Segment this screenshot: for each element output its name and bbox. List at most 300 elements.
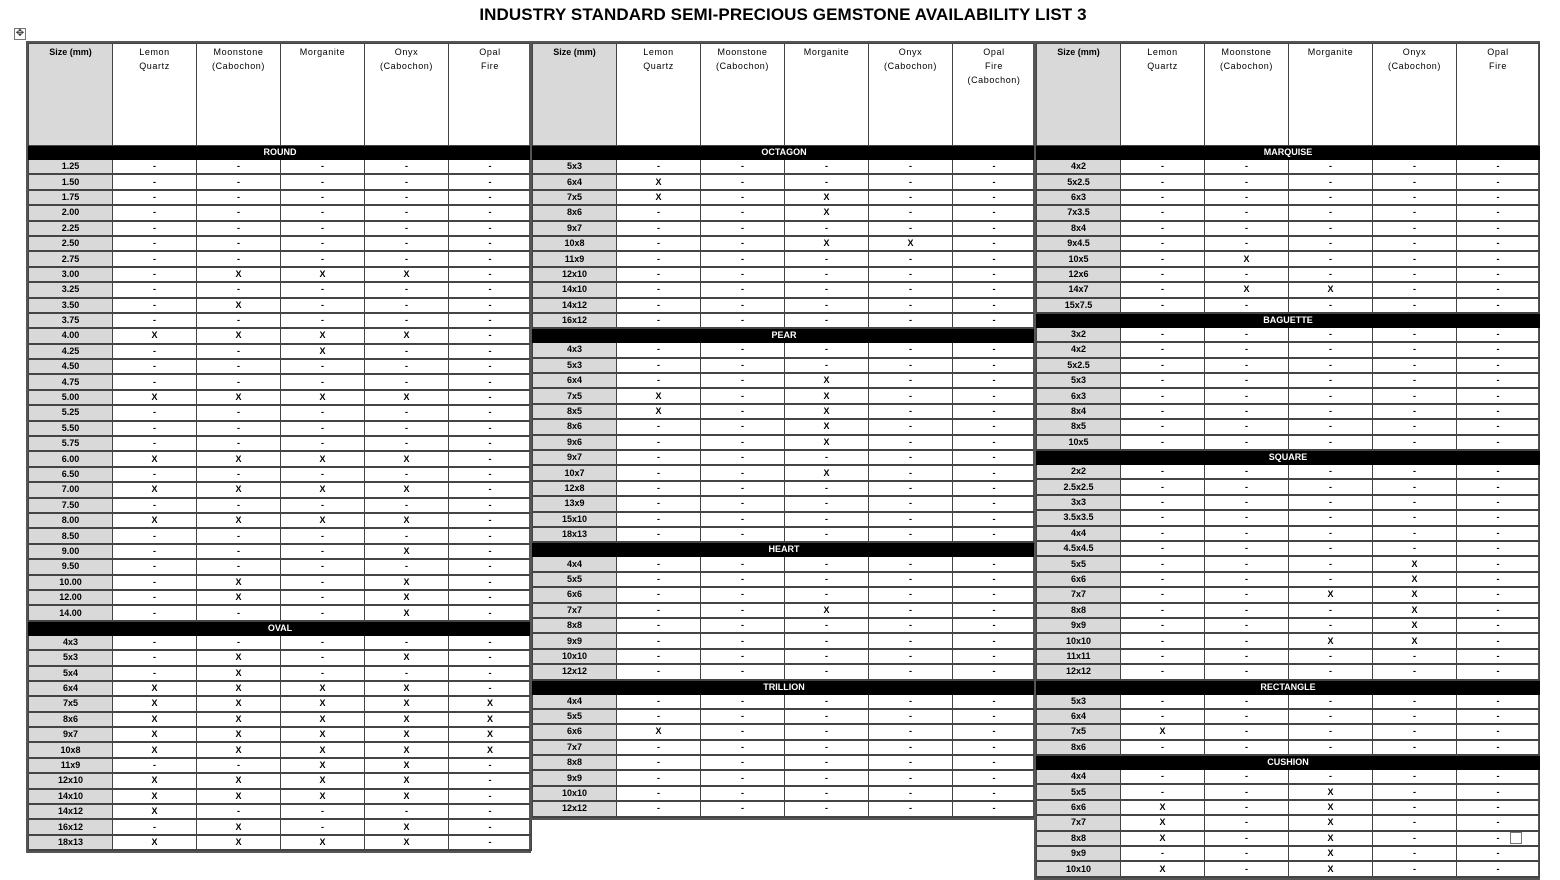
availability-cell: X: [113, 328, 197, 343]
table-row: [29, 590, 532, 605]
size-cell: 11x9: [29, 758, 113, 773]
availability-cell: -: [1289, 694, 1373, 709]
availability-cell: -: [1289, 342, 1373, 357]
availability-cell: -: [449, 590, 532, 605]
availability-cell: -: [1373, 784, 1457, 799]
size-cell: 15x10: [533, 512, 617, 527]
availability-cell: -: [1205, 479, 1289, 494]
availability-cell: -: [197, 635, 281, 650]
size-cell: 3.25: [29, 282, 113, 297]
availability-cell: -: [701, 160, 785, 175]
availability-cell: -: [365, 374, 449, 389]
availability-cell: -: [113, 282, 197, 297]
availability-cell: -: [1457, 160, 1540, 175]
availability-cell: -: [449, 160, 532, 175]
availability-cell: -: [785, 450, 869, 465]
availability-cell: -: [869, 205, 953, 220]
table-row: [533, 190, 1036, 205]
availability-cell: -: [701, 496, 785, 511]
availability-cell: -: [1205, 694, 1289, 709]
availability-cell: -: [197, 160, 281, 175]
availability-cell: -: [113, 359, 197, 374]
availability-cell: -: [197, 405, 281, 420]
table-row: [1037, 649, 1540, 664]
page-title: INDUSTRY STANDARD SEMI-PRECIOUS GEMSTONE AVAILABILITY LIST 3: [479, 5, 1087, 24]
size-cell: 14.00: [29, 605, 113, 620]
availability-cell: -: [1205, 784, 1289, 799]
size-cell: 13x9: [533, 496, 617, 511]
availability-cell: -: [617, 313, 701, 328]
availability-cell: -: [869, 251, 953, 266]
header-line: Morganite: [1307, 47, 1354, 57]
size-cell: 2x2: [1037, 465, 1121, 480]
availability-cell: -: [1289, 221, 1373, 236]
availability-cell: -: [1373, 221, 1457, 236]
availability-cell: -: [1457, 419, 1540, 434]
availability-cell: -: [785, 709, 869, 724]
availability-cell: -: [1205, 495, 1289, 510]
availability-cell: -: [701, 435, 785, 450]
availability-cell: -: [449, 498, 532, 513]
availability-cell: -: [365, 174, 449, 189]
availability-cell: X: [197, 590, 281, 605]
availability-cell: -: [701, 770, 785, 785]
availability-cell: -: [1457, 435, 1540, 450]
availability-cell: -: [785, 527, 869, 542]
availability-cell: -: [449, 666, 532, 681]
size-cell: 2.25: [29, 221, 113, 236]
availability-cell: -: [1457, 784, 1540, 799]
table-row: [1037, 174, 1540, 189]
table-row: [29, 359, 532, 374]
table-row: [533, 801, 1036, 816]
availability-cell: -: [953, 236, 1036, 251]
availability-cell: -: [617, 267, 701, 282]
size-cell: 6x3: [1037, 388, 1121, 403]
availability-cell: -: [953, 740, 1036, 755]
gemstone-column-header: [869, 44, 953, 146]
availability-cell: X: [785, 435, 869, 450]
availability-cell: -: [617, 801, 701, 816]
availability-cell: X: [365, 727, 449, 742]
size-cell: 12x12: [533, 664, 617, 679]
availability-cell: -: [701, 709, 785, 724]
table-row: [533, 404, 1036, 419]
availability-cell: -: [197, 313, 281, 328]
table-row: [533, 496, 1036, 511]
size-cell: 9x7: [29, 727, 113, 742]
availability-cell: -: [1373, 724, 1457, 739]
table-row: [533, 724, 1036, 739]
availability-cell: X: [281, 344, 365, 359]
table-row: [533, 236, 1036, 251]
size-cell: 6x6: [1037, 800, 1121, 815]
size-cell: 7x5: [533, 388, 617, 403]
availability-cell: -: [953, 190, 1036, 205]
table-row: [533, 343, 1036, 358]
availability-cell: X: [197, 742, 281, 757]
table-row: [533, 755, 1036, 770]
header-line: (Cabochon): [967, 75, 1021, 85]
table-row: [29, 344, 532, 359]
availability-cell: X: [113, 681, 197, 696]
availability-cell: -: [197, 804, 281, 819]
section-title: ROUND: [29, 146, 532, 160]
availability-cell: -: [1457, 342, 1540, 357]
availability-cell: -: [1289, 603, 1373, 618]
table-resize-handle-icon[interactable]: [1510, 832, 1522, 844]
availability-cell: -: [1121, 435, 1205, 450]
availability-cell: X: [113, 742, 197, 757]
availability-cell: -: [869, 190, 953, 205]
availability-cell: -: [701, 587, 785, 602]
availability-cell: -: [365, 344, 449, 359]
availability-cell: -: [1121, 495, 1205, 510]
availability-cell: -: [449, 328, 532, 343]
availability-cell: -: [365, 236, 449, 251]
availability-cell: -: [617, 298, 701, 313]
table-row: [533, 205, 1036, 220]
availability-cell: -: [1205, 770, 1289, 785]
availability-cell: -: [449, 758, 532, 773]
table-row: [29, 696, 532, 711]
availability-cell: -: [281, 436, 365, 451]
size-cell: 10x10: [1037, 861, 1121, 876]
availability-cell: -: [1121, 709, 1205, 724]
availability-cell: -: [617, 740, 701, 755]
availability-cell: -: [785, 557, 869, 572]
availability-cell: X: [113, 390, 197, 405]
availability-cell: -: [1205, 419, 1289, 434]
gemstone-column-header: [113, 44, 197, 146]
table-row: [29, 451, 532, 466]
availability-cell: X: [365, 758, 449, 773]
availability-cell: -: [449, 174, 532, 189]
gemstone-column-header: [701, 44, 785, 146]
table-row: [533, 664, 1036, 679]
availability-cell: -: [1205, 160, 1289, 175]
availability-cell: -: [1205, 327, 1289, 342]
size-cell: 2.00: [29, 205, 113, 220]
header-line: (Cabochon): [1219, 61, 1274, 71]
gemstone-column-header: [449, 44, 532, 146]
table-row: [1037, 815, 1540, 830]
availability-cell: -: [1205, 664, 1289, 679]
section-row: [1037, 680, 1540, 695]
availability-cell: X: [1289, 587, 1373, 602]
table-row: [533, 465, 1036, 480]
availability-cell: -: [1205, 572, 1289, 587]
section-title: HEART: [533, 542, 1036, 557]
availability-cell: -: [701, 358, 785, 373]
size-cell: 18x13: [533, 527, 617, 542]
size-cell: 12x10: [29, 773, 113, 788]
availability-cell: X: [365, 835, 449, 850]
availability-cell: -: [953, 282, 1036, 297]
availability-cell: -: [113, 313, 197, 328]
availability-cell: -: [197, 236, 281, 251]
table-row: [533, 481, 1036, 496]
availability-cell: -: [1121, 236, 1205, 251]
availability-cell: -: [701, 313, 785, 328]
size-cell: 1.25: [29, 160, 113, 175]
size-cell: 9x7: [533, 221, 617, 236]
table-row: [29, 267, 532, 282]
availability-cell: X: [281, 789, 365, 804]
availability-cell: -: [1457, 633, 1540, 648]
availability-cell: -: [1373, 342, 1457, 357]
availability-cell: -: [617, 236, 701, 251]
availability-cell: -: [617, 755, 701, 770]
size-cell: 10x10: [1037, 633, 1121, 648]
availability-cell: -: [1457, 236, 1540, 251]
availability-cell: -: [701, 572, 785, 587]
availability-cell: X: [365, 712, 449, 727]
size-cell: 4x4: [533, 694, 617, 709]
availability-cell: -: [1289, 236, 1373, 251]
availability-cell: -: [701, 603, 785, 618]
availability-cell: -: [1373, 267, 1457, 282]
availability-cell: -: [365, 421, 449, 436]
availability-cell: -: [869, 603, 953, 618]
availability-cell: -: [617, 221, 701, 236]
availability-cell: -: [785, 633, 869, 648]
availability-cell: -: [113, 666, 197, 681]
availability-cell: -: [1373, 373, 1457, 388]
availability-cell: -: [953, 603, 1036, 618]
table-row: [29, 666, 532, 681]
size-cell: 18x13: [29, 835, 113, 850]
availability-cell: -: [869, 404, 953, 419]
gemstone-column-header: [281, 44, 365, 146]
availability-cell: -: [953, 465, 1036, 480]
availability-cell: -: [1205, 846, 1289, 861]
size-cell: 10x5: [1037, 435, 1121, 450]
availability-cell: -: [1289, 649, 1373, 664]
table-row: [533, 174, 1036, 189]
size-cell: 4x4: [533, 557, 617, 572]
availability-cell: X: [1373, 556, 1457, 571]
availability-cell: -: [1289, 435, 1373, 450]
size-cell: 6x4: [29, 681, 113, 696]
availability-cell: -: [1205, 633, 1289, 648]
size-cell: 7x5: [1037, 724, 1121, 739]
table-row: [1037, 495, 1540, 510]
availability-cell: -: [1373, 526, 1457, 541]
availability-cell: -: [1121, 205, 1205, 220]
availability-cell: -: [701, 205, 785, 220]
availability-cell: X: [1289, 846, 1373, 861]
section-row: [1037, 450, 1540, 465]
size-cell: 3.5x3.5: [1037, 510, 1121, 525]
availability-cell: -: [1121, 694, 1205, 709]
availability-cell: -: [1121, 740, 1205, 755]
availability-cell: X: [281, 727, 365, 742]
availability-cell: X: [281, 482, 365, 497]
availability-cell: -: [1373, 419, 1457, 434]
section-title: BAGUETTE: [1037, 313, 1540, 328]
availability-cell: -: [869, 786, 953, 801]
table-row: [29, 789, 532, 804]
availability-cell: -: [1205, 358, 1289, 373]
table-row: [29, 742, 532, 757]
availability-cell: -: [953, 358, 1036, 373]
availability-cell: X: [365, 773, 449, 788]
availability-cell: -: [365, 405, 449, 420]
header-line: Morganite: [803, 47, 850, 57]
table-row: [533, 740, 1036, 755]
size-cell: 4.25: [29, 344, 113, 359]
size-cell: 5x5: [533, 709, 617, 724]
availability-cell: -: [449, 298, 532, 313]
availability-cell: X: [197, 451, 281, 466]
availability-cell: -: [701, 724, 785, 739]
availability-cell: -: [1205, 205, 1289, 220]
availability-cell: -: [869, 755, 953, 770]
table-row: [1037, 327, 1540, 342]
table-row: [29, 544, 532, 559]
availability-cell: -: [1121, 572, 1205, 587]
availability-cell: X: [197, 835, 281, 850]
availability-cell: -: [1373, 465, 1457, 480]
availability-cell: -: [785, 649, 869, 664]
availability-cell: -: [869, 694, 953, 709]
availability-cell: -: [281, 804, 365, 819]
availability-cell: -: [701, 649, 785, 664]
availability-cell: X: [1373, 633, 1457, 648]
availability-cell: -: [1205, 221, 1289, 236]
availability-cell: X: [869, 236, 953, 251]
header-line: Moonstone: [717, 47, 768, 57]
availability-cell: -: [953, 694, 1036, 709]
availability-cell: -: [953, 205, 1036, 220]
table-row: [29, 236, 532, 251]
availability-cell: -: [1121, 419, 1205, 434]
availability-cell: -: [1121, 541, 1205, 556]
availability-cell: -: [701, 343, 785, 358]
availability-cell: -: [1457, 800, 1540, 815]
availability-cell: -: [1457, 556, 1540, 571]
availability-cell: -: [1121, 298, 1205, 313]
availability-cell: X: [1373, 587, 1457, 602]
availability-cell: -: [1457, 388, 1540, 403]
size-cell: 10x8: [29, 742, 113, 757]
availability-cell: -: [953, 572, 1036, 587]
availability-cell: -: [701, 801, 785, 816]
availability-cell: X: [365, 590, 449, 605]
availability-cell: X: [197, 267, 281, 282]
availability-cell: X: [1289, 815, 1373, 830]
header-line: (Cabochon): [379, 61, 434, 71]
availability-cell: -: [785, 282, 869, 297]
availability-cell: -: [785, 770, 869, 785]
availability-cell: -: [365, 498, 449, 513]
availability-cell: -: [1457, 709, 1540, 724]
size-cell: 16x12: [533, 313, 617, 328]
availability-cell: X: [1121, 800, 1205, 815]
availability-cell: -: [1289, 709, 1373, 724]
availability-cell: -: [1121, 587, 1205, 602]
size-cell: 6x3: [1037, 190, 1121, 205]
availability-cell: -: [113, 605, 197, 620]
availability-cell: -: [1373, 190, 1457, 205]
availability-cell: -: [953, 160, 1036, 175]
availability-cell: -: [785, 267, 869, 282]
size-cell: 6.50: [29, 467, 113, 482]
table-row: [533, 298, 1036, 313]
table-row: [533, 770, 1036, 785]
availability-cell: -: [617, 557, 701, 572]
availability-cell: -: [1289, 298, 1373, 313]
availability-cell: -: [1457, 358, 1540, 373]
availability-cell: X: [1373, 618, 1457, 633]
size-cell: 15x7.5: [1037, 298, 1121, 313]
header-line: Lemon: [1147, 47, 1178, 57]
header-line: Size (mm): [1057, 47, 1100, 57]
availability-cell: -: [449, 421, 532, 436]
table-move-handle-icon[interactable]: ✥: [15, 28, 25, 39]
availability-cell: -: [1121, 282, 1205, 297]
section-row: [533, 146, 1036, 160]
availability-cell: -: [365, 298, 449, 313]
availability-cell: -: [1373, 800, 1457, 815]
availability-cell: X: [197, 650, 281, 665]
availability-cell: X: [113, 804, 197, 819]
availability-cell: -: [1205, 831, 1289, 846]
availability-cell: -: [113, 528, 197, 543]
availability-cell: -: [617, 481, 701, 496]
size-cell: 4.00: [29, 328, 113, 343]
gemstone-column-header: [365, 44, 449, 146]
availability-cell: -: [701, 512, 785, 527]
size-cell: 5.50: [29, 421, 113, 436]
availability-cell: -: [869, 770, 953, 785]
header-line: Quartz: [1147, 61, 1178, 71]
availability-cell: -: [113, 174, 197, 189]
table-row: [29, 819, 532, 834]
table-row: [1037, 510, 1540, 525]
table-row: [1037, 664, 1540, 679]
table-row: [29, 405, 532, 420]
table-row: [29, 374, 532, 389]
gemstone-column-header: [1457, 44, 1540, 146]
availability-cell: -: [113, 421, 197, 436]
availability-cell: -: [1205, 510, 1289, 525]
size-cell: 9x4.5: [1037, 236, 1121, 251]
availability-cell: -: [1205, 556, 1289, 571]
availability-cell: -: [281, 544, 365, 559]
table-row: [29, 313, 532, 328]
header-row: [533, 44, 1036, 146]
table-row: [1037, 282, 1540, 297]
availability-cell: -: [1205, 724, 1289, 739]
availability-cell: X: [365, 819, 449, 834]
size-cell: 3.75: [29, 313, 113, 328]
table-row: [533, 786, 1036, 801]
availability-cell: -: [1121, 770, 1205, 785]
table-row: [533, 251, 1036, 266]
availability-cell: -: [365, 190, 449, 205]
availability-cell: -: [1205, 649, 1289, 664]
availability-cell: -: [785, 587, 869, 602]
availability-cell: -: [1373, 404, 1457, 419]
availability-cell: -: [1289, 479, 1373, 494]
availability-cell: -: [1457, 495, 1540, 510]
availability-cell: -: [1289, 618, 1373, 633]
availability-cell: -: [701, 221, 785, 236]
size-cell: 4.75: [29, 374, 113, 389]
availability-cell: -: [449, 482, 532, 497]
